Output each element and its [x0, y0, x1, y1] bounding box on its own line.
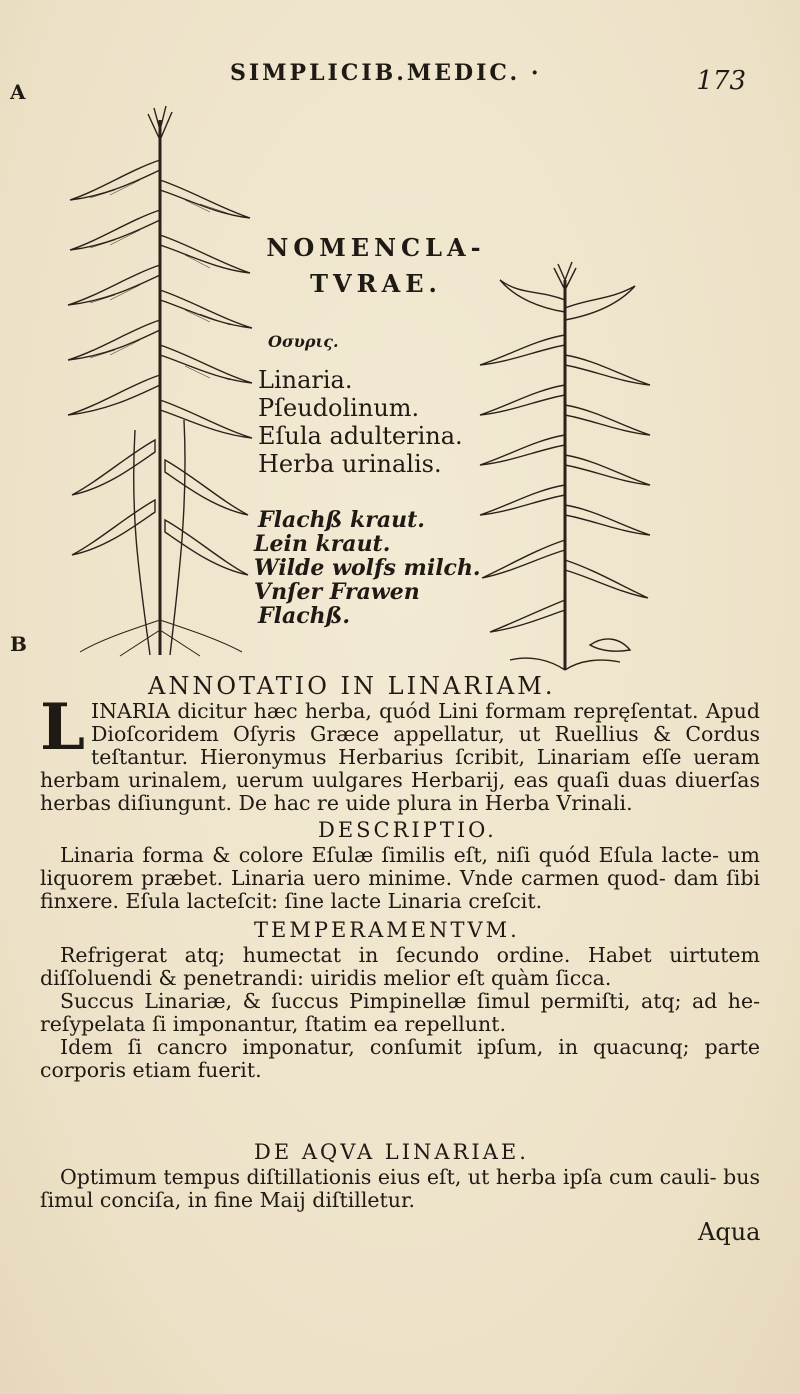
german-name: Flachß.: [258, 603, 350, 629]
nomenclature-heading-line2: TVRAE.: [310, 269, 442, 298]
aqua-paragraph: Optimum tempus diſtillationis eius eſt, ut herba ipſa cum cauli- bus ſimul conciſa, in fine Maij diſtilletur.: [40, 1165, 760, 1212]
annotatio-paragraph-block: [40, 690, 760, 815]
nomenclature-heading: [256, 230, 496, 302]
aqua-paragraph-block: [40, 1166, 760, 1212]
margin-letter-b: B: [10, 632, 27, 656]
latin-name: Eſula adulterina.: [258, 422, 463, 450]
annotatio-heading: ANNOTATIO IN LINARIAM.: [148, 672, 556, 700]
linaria-woodcut-left: [60, 100, 260, 660]
aqua-heading: DE AQVA LINARIAE.: [254, 1140, 529, 1164]
german-names-list: [254, 508, 481, 628]
descriptio-paragraph-block: [40, 844, 760, 913]
temperamentum-paragraph: Idem ſi cancro imponatur, conſumit ipſum, in quacunq; parte corporis etiam fuerit.: [40, 1035, 760, 1082]
catchword: Aqua: [698, 1218, 761, 1246]
german-name: Vnſer Frawen: [254, 579, 420, 605]
german-name: Wilde wolfs milch.: [254, 555, 481, 581]
nomenclature-heading-line1: NOMENCLA-: [266, 233, 486, 262]
german-name: Lein kraut.: [254, 531, 391, 557]
annotatio-paragraph: INARIA dicitur hæc herba, quód Lini formam repręſentat. Apud Dioſcoridem Oſyris Græce appellatur, ut Ruellius & Cordus teſtantur. Hieronymus Herbarius ſcribit, Linariam eſſe ueram herbam urinalem, uerum uulgares Herbarij, eas quaſi duas diuerſas herbas diſiungunt. De hac re uide plura in Herba Vrinali.: [40, 699, 760, 815]
greek-name: Οσυρις.: [268, 332, 339, 351]
descriptio-heading: DESCRIPTIO.: [318, 818, 497, 842]
drop-cap: L: [40, 690, 85, 765]
temperamentum-paragraph-block: [40, 944, 760, 1082]
descriptio-paragraph: Linaria forma & colore Eſulæ ſimilis eſt, niſi quód Eſula lacte- um liquorem præbet. Linaria uero minime. Vnde carmen quod- dam ſibi finxere. Eſula lacteſcit: ſine lacte Linaria creſcit.: [40, 843, 760, 913]
latin-name: Herba urinalis.: [258, 450, 442, 478]
german-name: Flachß kraut.: [258, 507, 425, 533]
latin-name: Pſeudolinum.: [258, 394, 420, 422]
temperamentum-paragraph: Refrigerat atq; humectat in ſecundo ordine. Habet uirtutem diſſoluendi & penetrandi: uiridis melior eſt quàm ſicca.: [40, 943, 760, 990]
temperamentum-heading: TEMPERAMENTVM.: [254, 918, 520, 942]
margin-letter-a: A: [10, 80, 26, 104]
latin-name: Linaria.: [258, 366, 353, 394]
page-number: 173: [696, 66, 746, 96]
temperamentum-paragraph: Succus Linariæ, & ſuccus Pimpinellæ ſimul permiſti, atq; ad he- reſypelata ſi imponantur, ſtatim ea repellunt.: [40, 989, 760, 1036]
running-title: SIMPLICIB.MEDIC. ·: [230, 60, 542, 86]
latin-names-list: [258, 366, 463, 478]
linaria-woodcut-right: [470, 260, 660, 680]
